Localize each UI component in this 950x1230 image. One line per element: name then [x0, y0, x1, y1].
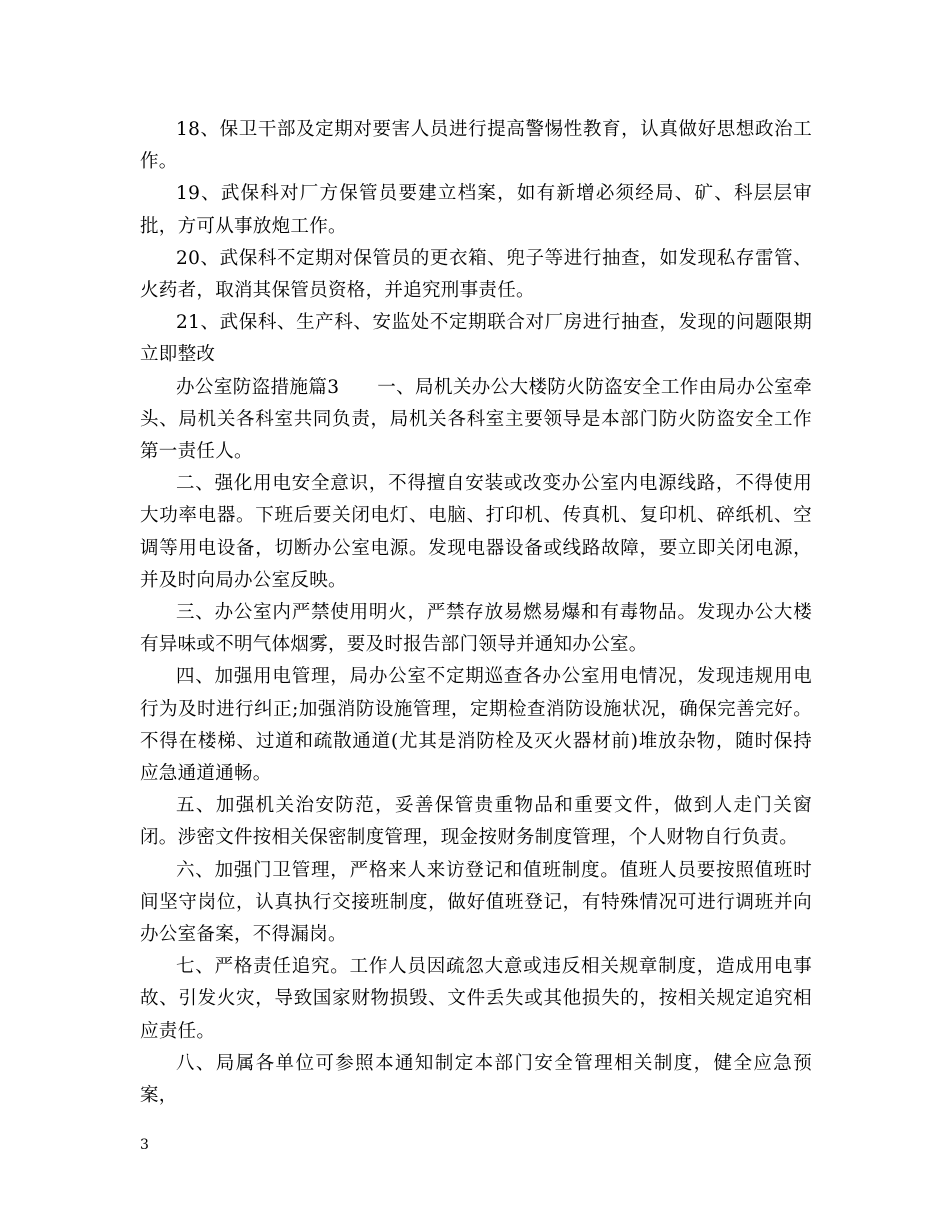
paragraph-section-4: 四、加强用电管理，局办公室不定期巡查各办公室用电情况，发现违规用电行为及时进行纠正;加强消防设施管理，定期检查消防设施状况，确保完善完好。不得在楼梯、过道和疏散通道(尤其是消防栓及灭火器材前)堆放杂物，随时保持应急通道通畅。 — [140, 666, 812, 785]
paragraph-item-19: 19、武保科对厂方保管员要建立档案，如有新增必须经局、矿、科层层审批，方可从事放炮工作。 — [140, 183, 812, 237]
paragraph-section-6: 六、加强门卫管理，严格来人来访登记和值班制度。值班人员要按照值班时间坚守岗位，认真执行交接班制度，做好值班登记，有特殊情况可进行调班并向办公室备案，不得漏岗。 — [140, 859, 812, 946]
section-heading-paragraph: 办公室防盗措施篇3 一、局机关办公大楼防火防盗安全工作由局办公室牵头、局机关各科室共同负责，局机关各科室主要领导是本部门防火防盗安全工作第一责任人。 — [140, 376, 812, 463]
paragraph-section-5: 五、加强机关治安防范，妥善保管贵重物品和重要文件，做到人走门关窗闭。涉密文件按相关保密制度管理，现金按财务制度管理，个人财物自行负责。 — [140, 795, 812, 849]
paragraph-item-18: 18、保卫干部及定期对要害人员进行提高警惕性教育，认真做好思想政治工作。 — [140, 119, 812, 173]
paragraph-item-21: 21、武保科、生产科、安监处不定期联合对厂房进行抽查，发现的问题限期立即整改 — [140, 312, 812, 366]
document-body — [140, 114, 812, 1112]
paragraph-section-3: 三、办公室内严禁使用明火，严禁存放易燃易爆和有毒物品。发现办公大楼有异味或不明气体烟雾，要及时报告部门领导并通知办公室。 — [140, 602, 812, 656]
paragraph-item-20: 20、武保科不定期对保管员的更衣箱、兜子等进行抽查，如发现私存雷管、火药者，取消其保管员资格，并追究刑事责任。 — [140, 247, 812, 302]
paragraph-section-2: 二、强化用电安全意识，不得擅自安装或改变办公室内电源线路，不得使用大功率电器。下班后要关闭电灯、电脑、打印机、传真机、复印机、碎纸机、空调等用电设备，切断办公室电源。发现电器设备或线路故障，要立即关闭电源，并及时向局办公室反映。 — [140, 473, 812, 591]
page-number: 3 — [140, 1137, 149, 1153]
paragraph-section-7: 七、严格责任追究。工作人员因疏忽大意或违反相关规章制度，造成用电事故、引发火灾，导致国家财物损毁、文件丢失或其他损失的，按相关规定追究相应责任。 — [140, 956, 812, 1042]
paragraph-section-8: 八、局属各单位可参照本通知制定本部门安全管理相关制度，健全应急预案， — [140, 1052, 812, 1107]
